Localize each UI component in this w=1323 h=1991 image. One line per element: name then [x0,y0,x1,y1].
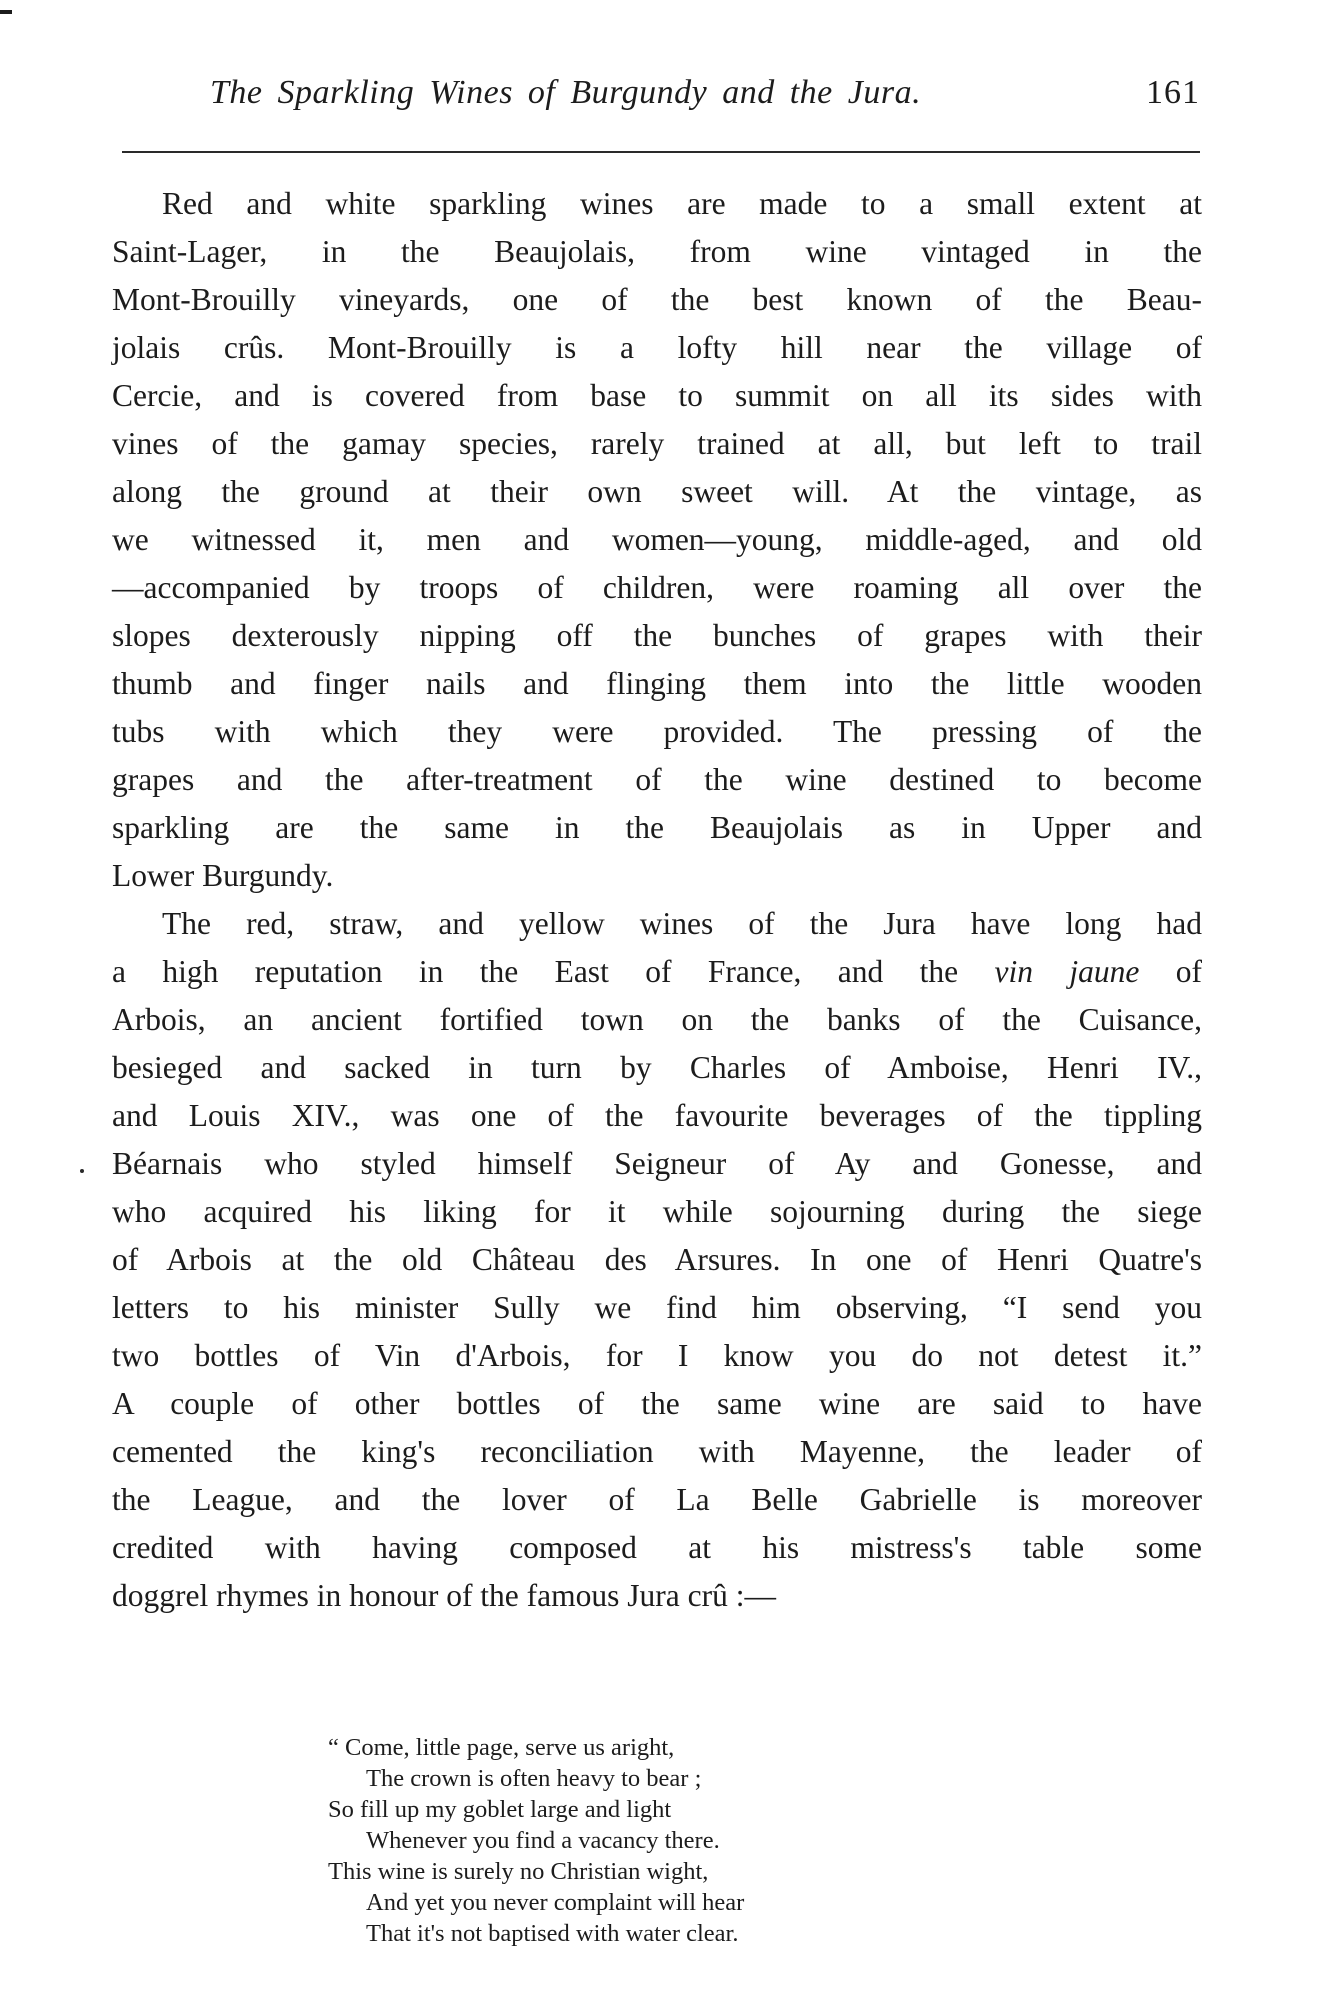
text-line: —accompanied by troops of children, were roaming all over the [112,570,1202,605]
text-line: we witnessed it, men and women—young, middle-aged, and old [112,522,1202,557]
verse-quotation [328,1732,744,1949]
text-line: cemented the king's reconciliation with Mayenne, the leader of [112,1434,1202,1469]
text-line: sparkling are the same in the Beaujolais as in Upper and [112,810,1202,845]
verse-line: “ Come, little page, serve us aright, [328,1734,675,1761]
text-line: who acquired his liking for it while sojourning during the siege [112,1194,1202,1229]
text-line: Mont-Brouilly vineyards, one of the best known of the Beau- [112,282,1202,317]
text-line: thumb and finger nails and flinging them into the little wooden [112,666,1202,701]
text-line: and Louis XIV., was one of the favourite beverages of the tippling [112,1098,1202,1133]
text-line: Saint-Lager, in the Beaujolais, from wine vintaged in the [112,234,1202,269]
margin-dot [80,1169,84,1173]
verse-line: The crown is often heavy to bear ; [366,1765,702,1792]
text-line: grapes and the after-treatment of the wine destined to become [112,762,1202,797]
verse-line: Whenever you find a vacancy there. [366,1827,720,1854]
running-head [210,74,1200,134]
running-title: The Sparkling Wines of Burgundy and the Jura. [210,74,922,111]
text-line: A couple of other bottles of the same wine are said to have [112,1386,1202,1421]
corner-scan-mark [0,10,12,14]
text-line: credited with having composed at his mistress's table some [112,1530,1202,1565]
body-text [112,180,1202,1620]
text-line: Red and white sparkling wines are made to a small extent at [162,186,1202,221]
text-line: Lower Burgundy. [112,858,334,893]
text-line: letters to his minister Sully we find him observing, “I send you [112,1290,1202,1325]
text-line: Béarnais who styled himself Seigneur of Ay and Gonesse, and [112,1146,1202,1181]
text-line: tubs with which they were provided. The pressing of the [112,714,1202,749]
text-line: two bottles of Vin d'Arbois, for I know you do not detest it.” [112,1338,1202,1373]
text-line: doggrel rhymes in honour of the famous Jura crû :— [112,1578,776,1613]
text-line: the League, and the lover of La Belle Gabrielle is moreover [112,1482,1202,1517]
text-line: The red, straw, and yellow wines of the Jura have long had [162,906,1202,941]
page-number: 161 [1146,74,1200,111]
text-line: a high reputation in the East of France, and the vin jaune of [112,954,1202,989]
text-line: jolais crûs. Mont-Brouilly is a lofty hill near the village of [112,330,1202,365]
verse-line: So fill up my goblet large and light [328,1796,672,1823]
text-line: Cercie, and is covered from base to summit on all its sides with [112,378,1202,413]
text-line: slopes dexterously nipping off the bunches of grapes with their [112,618,1202,653]
header-rule [122,151,1200,153]
text-line: besieged and sacked in turn by Charles of Amboise, Henri IV., [112,1050,1202,1085]
verse-line: And yet you never complaint will hear [366,1889,745,1916]
text-line: of Arbois at the old Château des Arsures. In one of Henri Quatre's [112,1242,1202,1277]
text-line: along the ground at their own sweet will. At the vintage, as [112,474,1202,509]
text-line: vines of the gamay species, rarely trained at all, but left to trail [112,426,1202,461]
verse-line: That it's not baptised with water clear. [366,1920,739,1947]
verse-line: This wine is surely no Christian wight, [328,1858,709,1885]
text-line: Arbois, an ancient fortified town on the banks of the Cuisance, [112,1002,1202,1037]
